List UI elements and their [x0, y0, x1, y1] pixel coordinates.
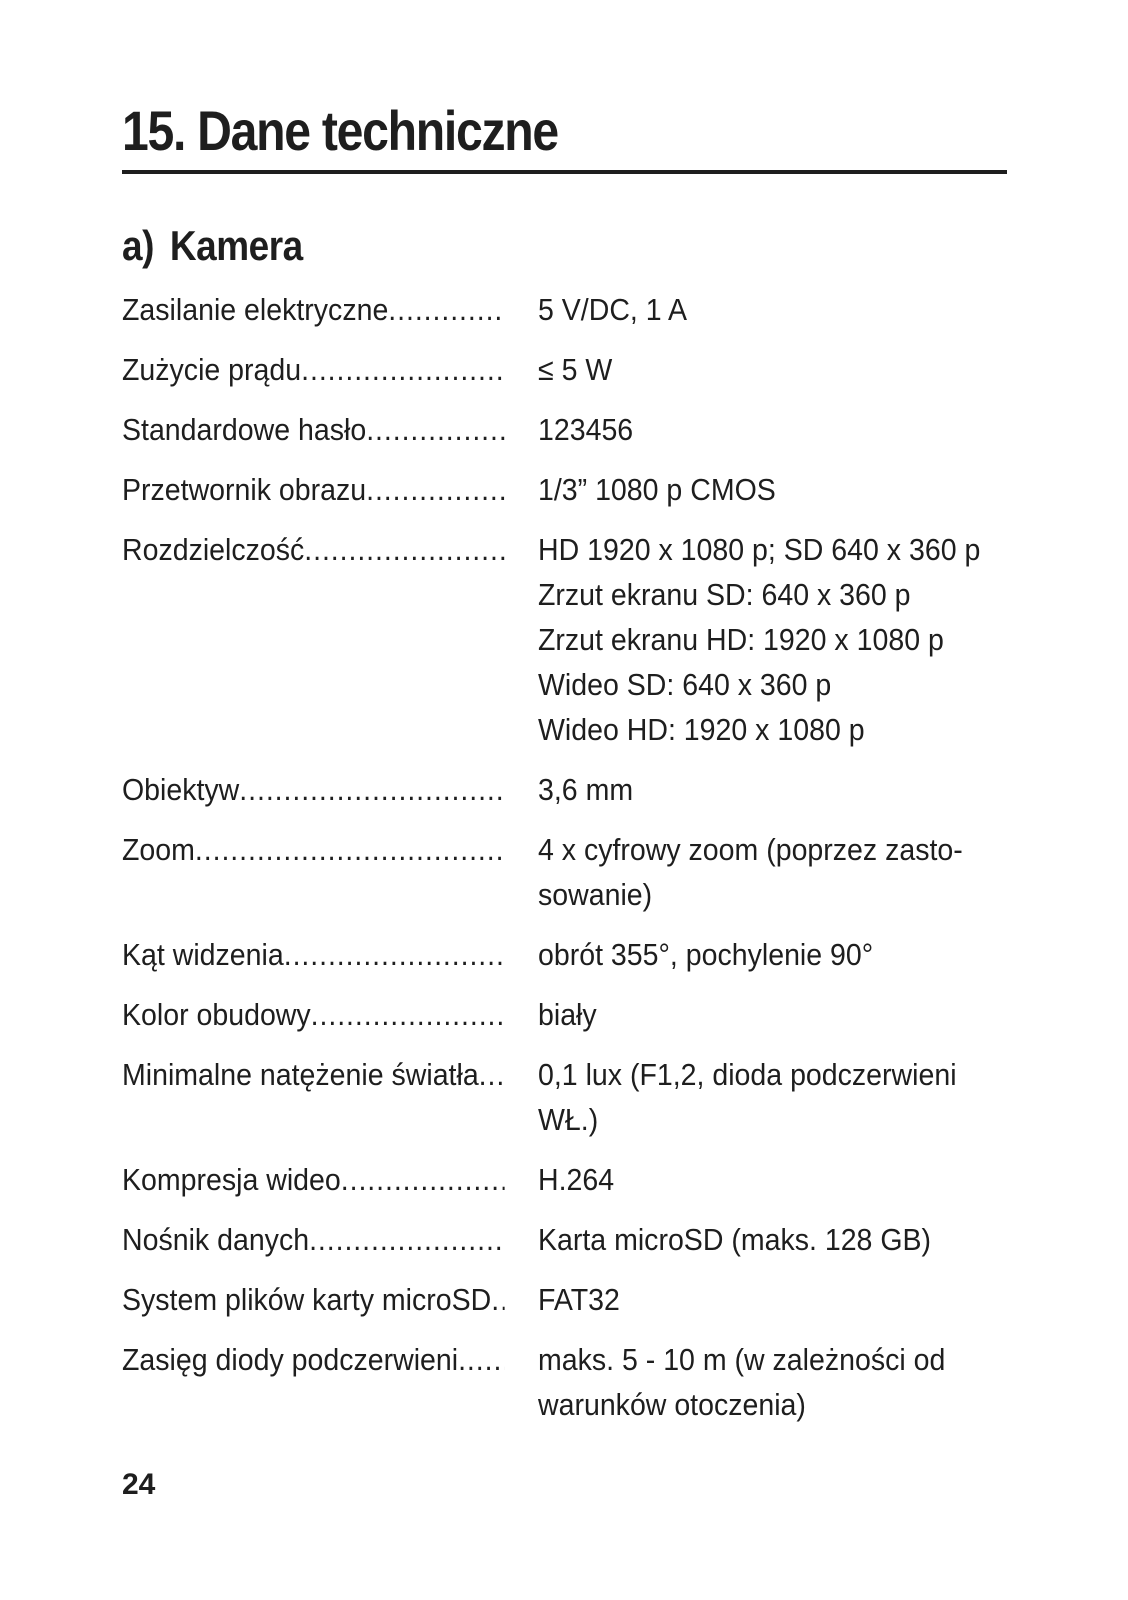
spec-label: Nośnik danych [122, 1222, 310, 1257]
dot-leader [195, 827, 505, 872]
spec-label-cell [122, 407, 505, 452]
spec-value-cell [538, 467, 969, 512]
spec-row [122, 767, 1007, 812]
dot-leader [309, 1217, 505, 1262]
spec-label-cell [122, 1052, 505, 1097]
spec-label: Zużycie prądu [122, 352, 302, 387]
dot-leader [301, 347, 505, 392]
spec-value-cell [538, 347, 969, 392]
spec-row [122, 827, 1007, 917]
spec-row [122, 287, 1007, 332]
spec-value-cell [538, 932, 969, 977]
dot-leader [388, 287, 504, 332]
spec-value: maks. 5 - 10 m (w zależności od [538, 1342, 946, 1377]
spec-value: warunków otoczenia) [538, 1387, 806, 1422]
spec-label-cell [122, 1277, 505, 1322]
spec-row [122, 1052, 1007, 1142]
dot-leader [491, 1277, 504, 1322]
spec-label: Rozdzielczość [122, 532, 305, 567]
spec-label: Kąt widzenia [122, 937, 284, 972]
dot-leader [284, 932, 505, 977]
spec-value: Wideo HD: 1920 x 1080 p [538, 712, 865, 747]
spec-label: Przetwornik obrazu [122, 472, 367, 507]
spec-label-cell [122, 992, 505, 1037]
dot-leader [479, 1052, 505, 1097]
spec-value: 3,6 mm [538, 772, 634, 807]
spec-value-cell [538, 767, 969, 812]
spec-label-cell [122, 827, 505, 872]
spec-row [122, 407, 1007, 452]
dot-leader [239, 767, 504, 812]
spec-value-cell [538, 1277, 969, 1322]
spec-row [122, 1337, 1007, 1427]
spec-label-cell [122, 932, 505, 977]
spec-value: Karta microSD (maks. 128 GB) [538, 1222, 932, 1257]
section-heading [122, 222, 303, 270]
title-divider [122, 170, 1007, 174]
dot-leader [458, 1337, 505, 1382]
spec-value: HD 1920 x 1080 p; SD 640 x 360 p [538, 532, 981, 567]
spec-value-cell [538, 827, 969, 917]
spec-value: WŁ.) [538, 1102, 599, 1137]
dot-leader [366, 467, 505, 512]
spec-value: Wideo SD: 640 x 360 p [538, 667, 832, 702]
spec-row [122, 932, 1007, 977]
spec-row [122, 1217, 1007, 1262]
spec-value: ≤ 5 W [538, 352, 613, 387]
spec-row [122, 1277, 1007, 1322]
spec-value-cell [538, 1217, 969, 1262]
spec-label: System plików karty microSD [122, 1282, 492, 1317]
spec-label: Minimalne natężenie światła [122, 1057, 479, 1092]
spec-value: biały [538, 997, 597, 1032]
spec-value-cell [538, 287, 969, 332]
section-label: a) [122, 222, 154, 269]
spec-list [122, 287, 1007, 1442]
spec-label: Standardowe hasło [122, 412, 367, 447]
spec-label: Kompresja wideo [122, 1162, 341, 1197]
dot-leader [311, 992, 505, 1037]
spec-value-cell [538, 1052, 969, 1142]
spec-value: 0,1 lux (F1,2, dioda podczerwieni [538, 1057, 957, 1092]
page-number: 24 [122, 1468, 156, 1501]
spec-label-cell [122, 1217, 505, 1262]
spec-label-cell [122, 287, 505, 332]
spec-label: Kolor obudowy [122, 997, 311, 1032]
dot-leader [366, 407, 505, 452]
spec-value-cell [538, 407, 969, 452]
spec-value: 123456 [538, 412, 634, 447]
spec-row [122, 467, 1007, 512]
spec-label-cell [122, 1157, 505, 1202]
page-title: 15. Dane techniczne [122, 99, 558, 162]
spec-value: H.264 [538, 1162, 615, 1197]
spec-label: Zasilanie elektryczne [122, 292, 389, 327]
spec-value: obrót 355°, pochylenie 90° [538, 937, 874, 972]
spec-row [122, 347, 1007, 392]
spec-value-cell [538, 992, 969, 1037]
spec-value-cell [538, 1337, 969, 1427]
spec-value: 1/3” 1080 p CMOS [538, 472, 776, 507]
spec-row [122, 1157, 1007, 1202]
dot-leader [304, 527, 504, 572]
spec-row [122, 527, 1007, 752]
spec-label-cell [122, 767, 505, 812]
spec-value: Zrzut ekranu HD: 1920 x 1080 p [538, 622, 944, 657]
spec-value: 5 V/DC, 1 A [538, 292, 688, 327]
spec-label: Zoom [122, 832, 195, 867]
spec-value: 4 x cyfrowy zoom (poprzez zasto- [538, 832, 963, 867]
section-title: Kamera [169, 222, 303, 269]
spec-value: Zrzut ekranu SD: 640 x 360 p [538, 577, 911, 612]
spec-label-cell [122, 1337, 505, 1382]
spec-label-cell [122, 467, 505, 512]
spec-label-cell [122, 527, 505, 572]
spec-value-cell [538, 527, 980, 752]
spec-label-cell [122, 347, 505, 392]
dot-leader [341, 1157, 505, 1202]
spec-value-cell [538, 1157, 969, 1202]
spec-value: sowanie) [538, 877, 653, 912]
spec-value: FAT32 [538, 1282, 620, 1317]
spec-label: Zasięg diody podczerwieni [122, 1342, 459, 1377]
spec-row [122, 992, 1007, 1037]
spec-label: Obiektyw [122, 772, 240, 807]
